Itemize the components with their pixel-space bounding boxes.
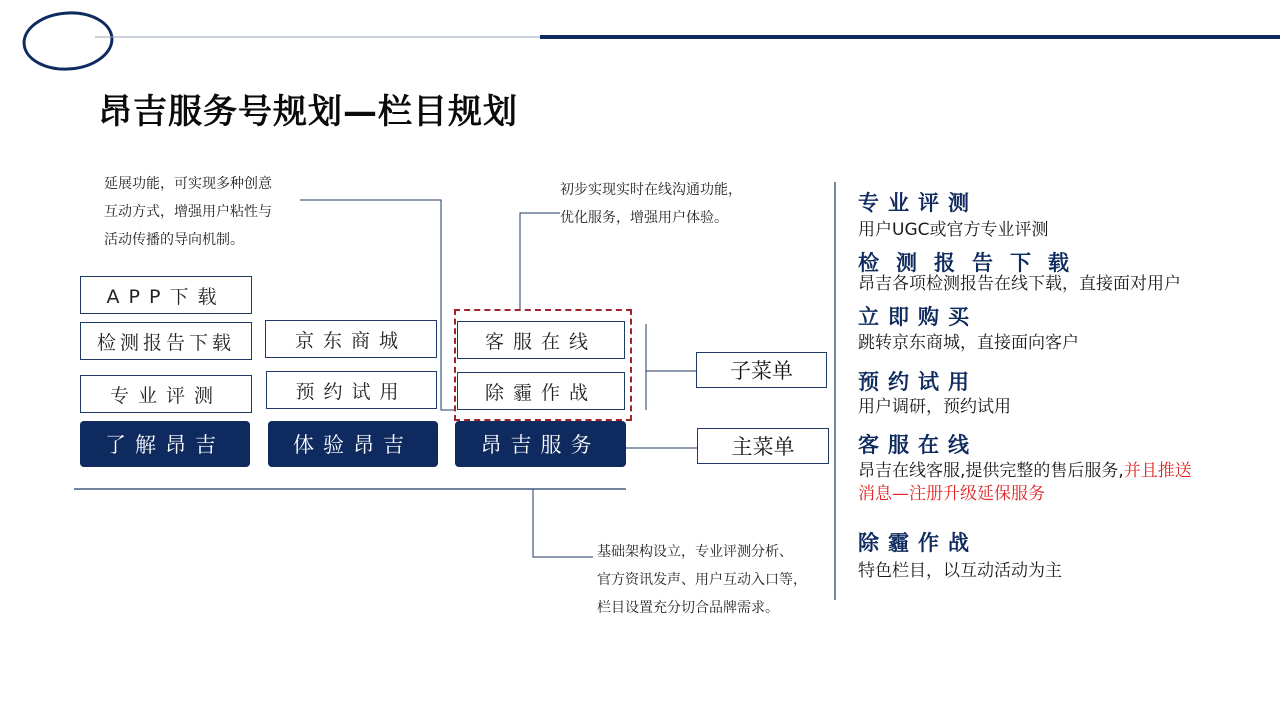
detail-highlight-text: 并且推送 bbox=[1123, 461, 1192, 481]
note-line: 基础架构设立，专业评测分析、 bbox=[597, 544, 793, 560]
submenu-item-online-service[interactable]: 客服在线 bbox=[457, 321, 625, 359]
detail-description: 跳转京东商城，直接面向客户 bbox=[858, 333, 1079, 353]
detail-description bbox=[858, 460, 1192, 506]
note-line: 互动方式，增强用户粘性与 bbox=[104, 204, 272, 220]
detail-description: 昂吉各项检测报告在线下载，直接面对用户 bbox=[858, 274, 1181, 294]
note-line: 初步实现实时在线沟通功能， bbox=[560, 182, 742, 198]
detail-heading: 立即购买 bbox=[858, 305, 978, 329]
page-title: 昂吉服务号规划—栏目规划 bbox=[98, 92, 518, 132]
submenu-item-trial[interactable]: 预约试用 bbox=[266, 371, 437, 409]
note-line: 栏目设置充分切合品牌需求。 bbox=[597, 600, 779, 616]
note-line: 官方资讯发声、用户互动入口等， bbox=[597, 572, 807, 588]
submenu-item-professional-review[interactable]: 专业评测 bbox=[80, 375, 252, 413]
detail-highlight-text: 消息—注册升级延保服务 bbox=[858, 484, 1045, 504]
main-menu-know-angji[interactable]: 了解昂吉 bbox=[80, 421, 250, 467]
note-line: 活动传播的导向机制。 bbox=[104, 232, 244, 248]
detail-heading: 客服在线 bbox=[858, 433, 978, 457]
submenu-item-report-download[interactable]: 检测报告下载 bbox=[80, 322, 252, 360]
submenu-item-app-download[interactable]: APP下载 bbox=[80, 276, 252, 314]
detail-heading: 专业评测 bbox=[858, 191, 978, 215]
detail-text: 昂吉在线客服,提供完整的售后服务, bbox=[858, 461, 1124, 481]
mainmenu-label: 主菜单 bbox=[697, 428, 829, 464]
submenu-item-smog-battle[interactable]: 除霾作战 bbox=[457, 372, 625, 410]
detail-heading: 预约试用 bbox=[858, 370, 978, 394]
main-menu-angji-service[interactable]: 昂吉服务 bbox=[455, 421, 626, 467]
detail-heading: 除霾作战 bbox=[858, 531, 978, 555]
detail-description: 用户UGC或官方专业评测 bbox=[858, 220, 1049, 240]
note-line: 延展功能，可实现多种创意 bbox=[104, 176, 272, 192]
submenu-label: 子菜单 bbox=[696, 352, 827, 388]
submenu-item-jd-mall[interactable]: 京东商城 bbox=[265, 320, 437, 358]
detail-heading: 检测报告下载 bbox=[858, 251, 1086, 275]
note-line: 优化服务，增强用户体验。 bbox=[560, 210, 728, 226]
detail-description: 用户调研，预约试用 bbox=[858, 397, 1011, 417]
detail-description: 特色栏目，以互动活动为主 bbox=[858, 561, 1062, 581]
main-menu-experience-angji[interactable]: 体验昂吉 bbox=[268, 421, 438, 467]
